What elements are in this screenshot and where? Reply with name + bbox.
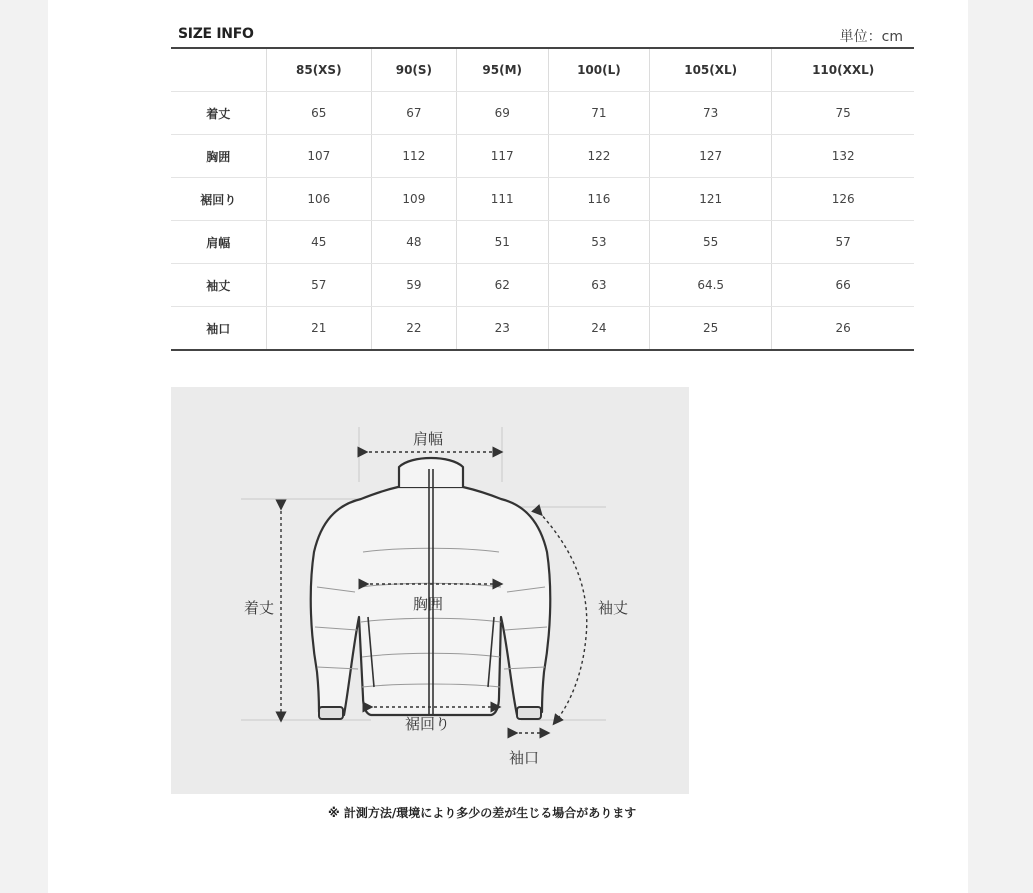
table-corner-cell xyxy=(171,48,266,92)
table-cell: 22 xyxy=(372,307,457,351)
row-label: 胸囲 xyxy=(171,135,266,178)
row-label: 袖丈 xyxy=(171,264,266,307)
table-cell: 121 xyxy=(650,178,772,221)
table-cell: 112 xyxy=(372,135,457,178)
chest-label: 胸囲 xyxy=(413,595,444,613)
table-cell: 132 xyxy=(772,135,914,178)
row-label: 肩幅 xyxy=(171,221,266,264)
size-table xyxy=(171,47,914,351)
column-header: 105(XL) xyxy=(650,48,772,92)
table-cell: 126 xyxy=(772,178,914,221)
table-cell: 23 xyxy=(456,307,548,351)
table-cell: 25 xyxy=(650,307,772,351)
table-cell: 21 xyxy=(266,307,372,351)
table-cell: 111 xyxy=(456,178,548,221)
table-cell: 127 xyxy=(650,135,772,178)
row-label: 着丈 xyxy=(171,92,266,135)
table-row xyxy=(171,178,914,221)
length-label: 着丈 xyxy=(244,599,275,617)
cuff-label: 袖口 xyxy=(509,749,540,767)
table-cell: 65 xyxy=(266,92,372,135)
table-row xyxy=(171,135,914,178)
table-cell: 107 xyxy=(266,135,372,178)
column-header: 100(L) xyxy=(548,48,649,92)
table-row xyxy=(171,221,914,264)
table-cell: 51 xyxy=(456,221,548,264)
table-row xyxy=(171,264,914,307)
table-cell: 75 xyxy=(772,92,914,135)
table-cell: 117 xyxy=(456,135,548,178)
table-cell: 45 xyxy=(266,221,372,264)
table-cell: 48 xyxy=(372,221,457,264)
table-header-row xyxy=(171,48,914,92)
table-cell: 122 xyxy=(548,135,649,178)
table-cell: 106 xyxy=(266,178,372,221)
row-label: 袖口 xyxy=(171,307,266,351)
table-cell: 24 xyxy=(548,307,649,351)
row-label: 裾回り xyxy=(171,178,266,221)
table-cell: 73 xyxy=(650,92,772,135)
column-header: 95(M) xyxy=(456,48,548,92)
column-header: 110(XXL) xyxy=(772,48,914,92)
column-header: 90(S) xyxy=(372,48,457,92)
table-cell: 109 xyxy=(372,178,457,221)
table-cell: 59 xyxy=(372,264,457,307)
table-cell: 62 xyxy=(456,264,548,307)
hem-label: 裾回り xyxy=(405,715,451,733)
table-cell: 66 xyxy=(772,264,914,307)
table-cell: 71 xyxy=(548,92,649,135)
sleeve-length-label: 袖丈 xyxy=(598,599,629,617)
table-cell: 116 xyxy=(548,178,649,221)
table-cell: 63 xyxy=(548,264,649,307)
measurement-diagram xyxy=(171,387,689,794)
size-info-title: SIZE INFO xyxy=(178,26,254,42)
table-cell: 57 xyxy=(266,264,372,307)
measurement-note: ※ 計測方法/環境により多少の差が生じる場合があります xyxy=(328,806,637,820)
column-header: 85(XS) xyxy=(266,48,372,92)
table-row xyxy=(171,92,914,135)
table-cell: 55 xyxy=(650,221,772,264)
table-cell: 69 xyxy=(456,92,548,135)
table-row xyxy=(171,307,914,351)
shoulder-width-label: 肩幅 xyxy=(413,430,444,448)
table-cell: 53 xyxy=(548,221,649,264)
unit-label: 単位：cm xyxy=(839,29,903,45)
table-cell: 64.5 xyxy=(650,264,772,307)
table-cell: 26 xyxy=(772,307,914,351)
table-cell: 67 xyxy=(372,92,457,135)
table-cell: 57 xyxy=(772,221,914,264)
